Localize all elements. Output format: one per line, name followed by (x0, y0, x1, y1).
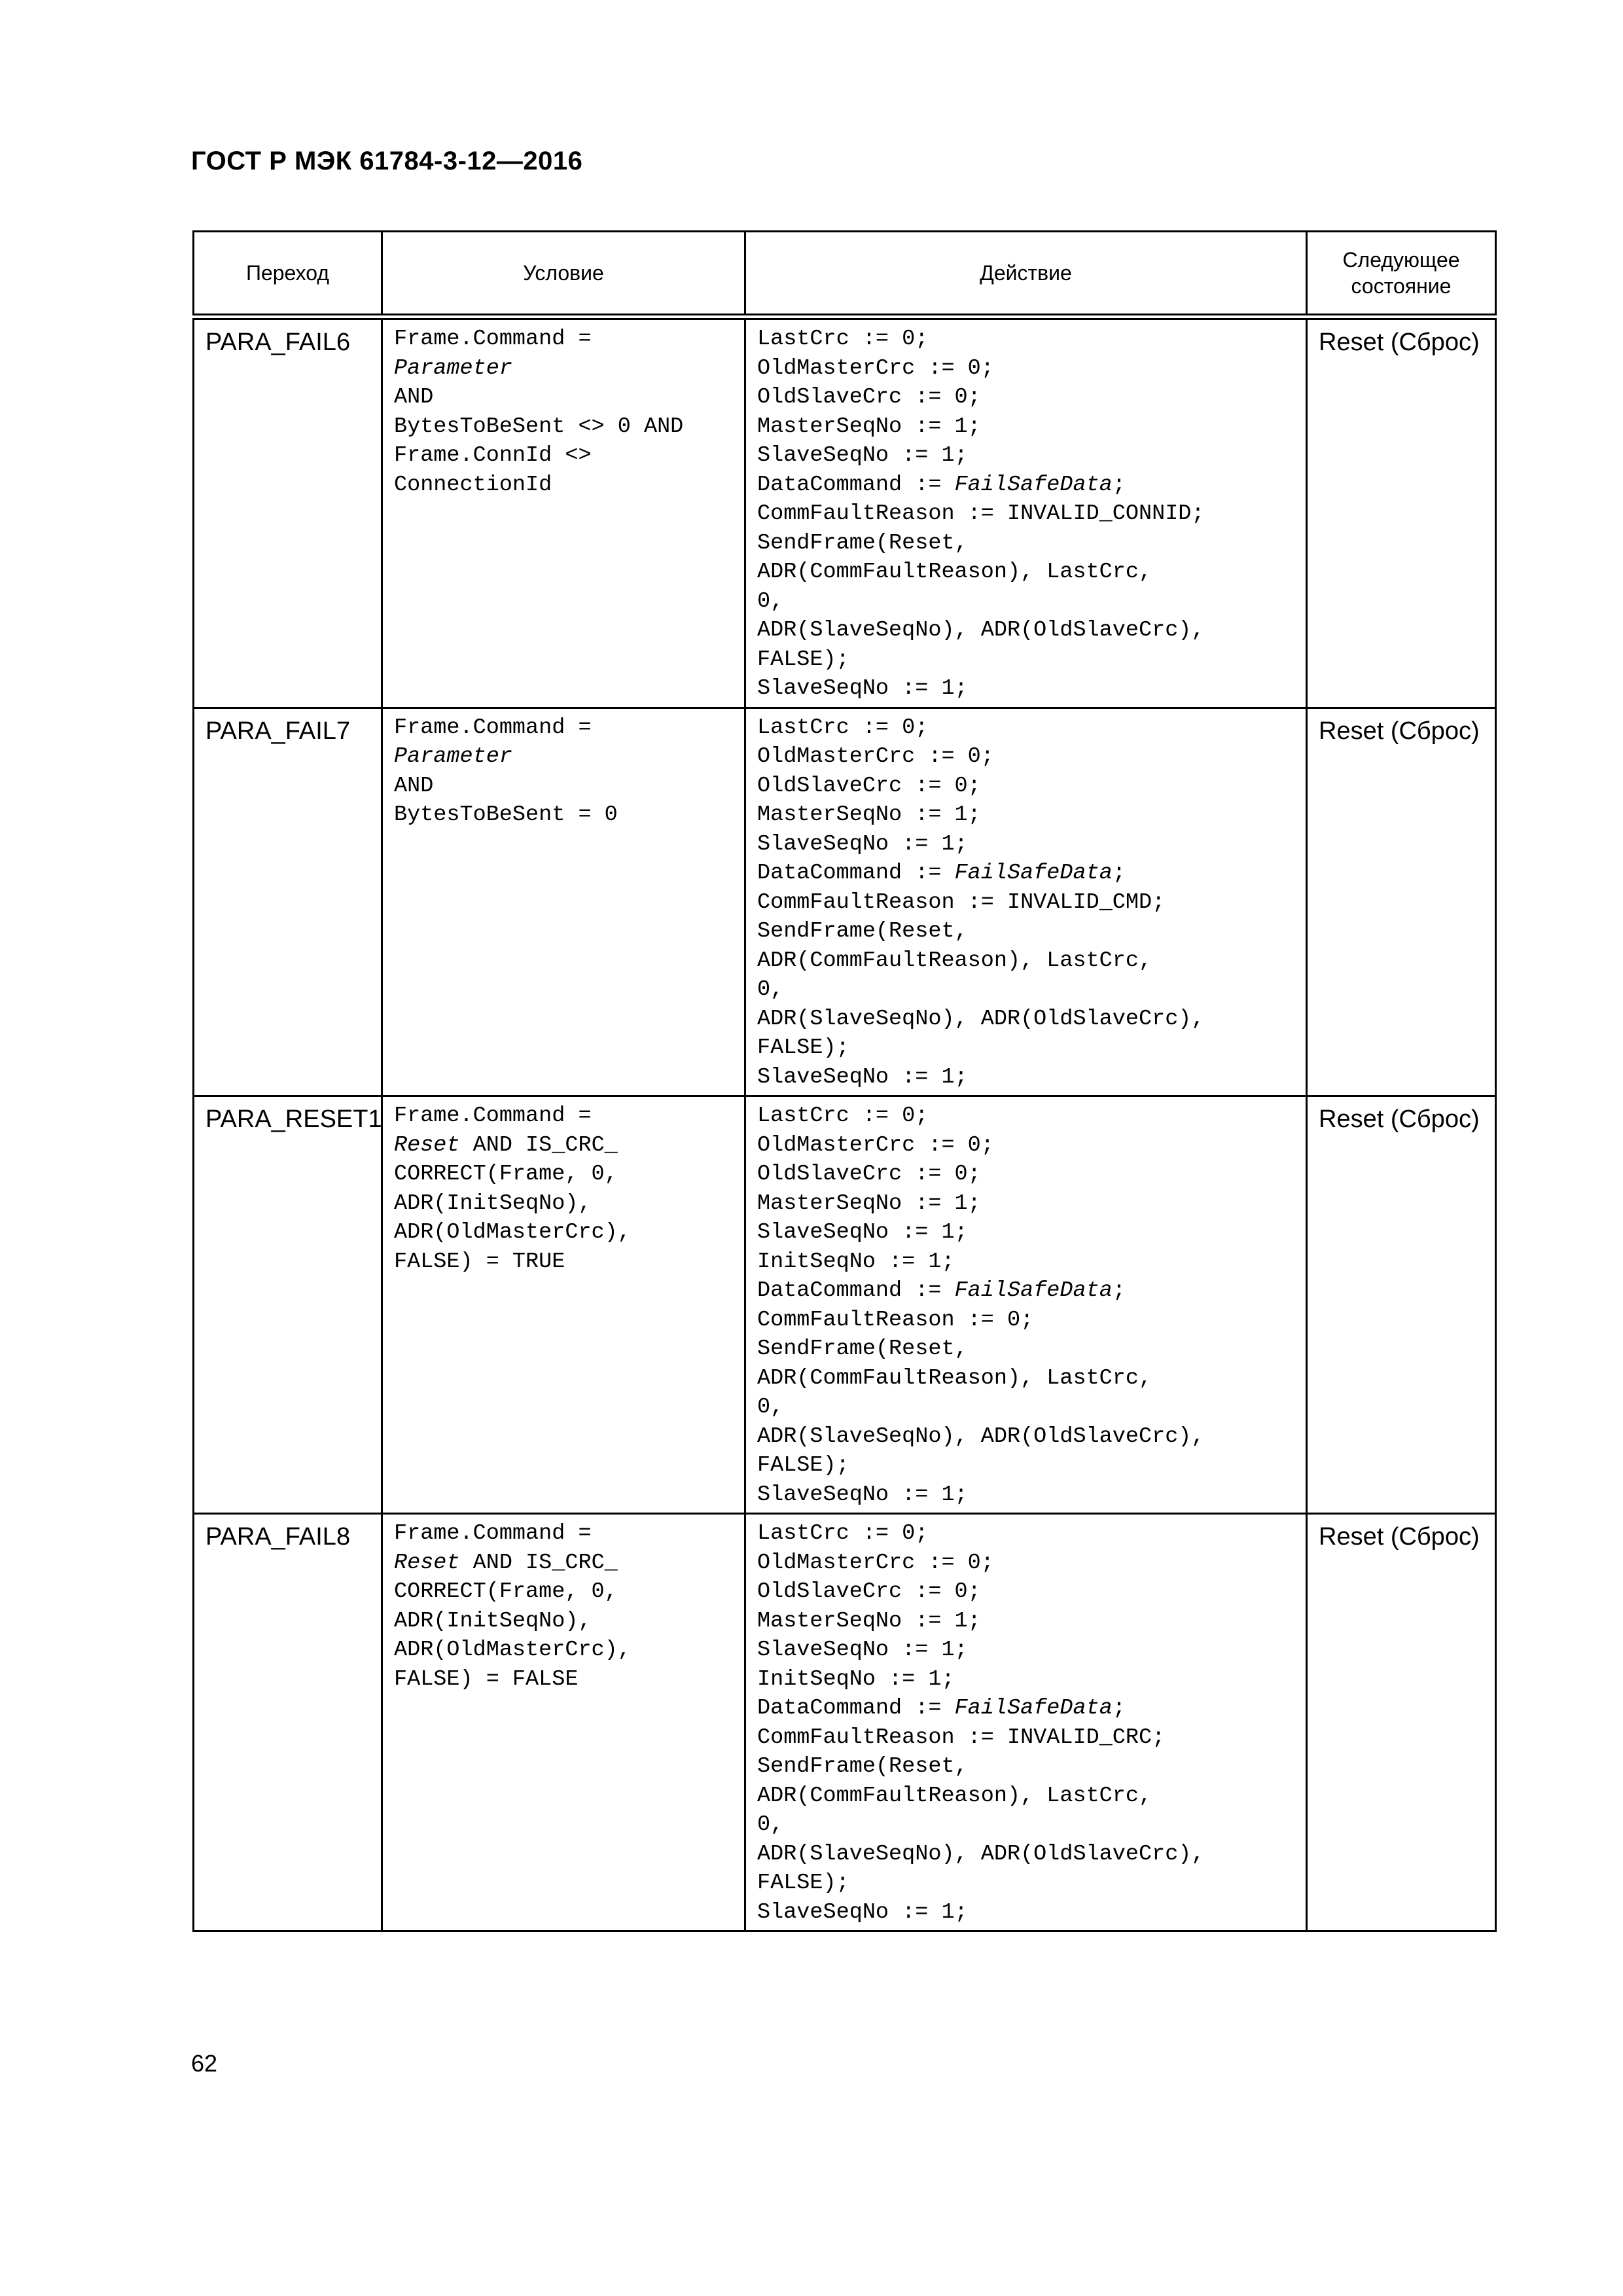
code-line (757, 1102, 1301, 1131)
next-state: Reset (Сброс) (1319, 329, 1480, 356)
code-text: MasterSeqNo := 1; (757, 1608, 981, 1634)
code-line (394, 1160, 740, 1189)
next-state: Reset (Сброс) (1319, 1105, 1480, 1133)
transition-name: PARA_FAIL8 (205, 1523, 351, 1551)
code-text: AND IS_CRC_ (459, 1550, 618, 1575)
code-text: ADR(CommFaultReason), LastCrc, (757, 948, 1152, 973)
code-line (757, 888, 1301, 918)
code-italic-term: FailSafeData (954, 472, 1113, 497)
transition-cell (194, 317, 382, 708)
code-line (394, 1102, 740, 1131)
column-header-condition: Условие (382, 232, 745, 317)
next-state-cell (1307, 708, 1496, 1096)
action-cell (745, 1514, 1307, 1931)
action-code (747, 321, 1305, 706)
code-text: FALSE); (757, 1453, 849, 1478)
condition-code (383, 1515, 743, 1696)
code-line (757, 587, 1301, 617)
code-text: ADR(InitSeqNo), (394, 1608, 592, 1634)
code-italic-term: Parameter (394, 744, 512, 769)
code-text: MasterSeqNo := 1; (757, 414, 981, 439)
code-line (394, 354, 740, 384)
code-line (757, 1840, 1301, 1869)
column-header-transition: Переход (194, 232, 382, 317)
code-text: OldSlaveCrc := 0; (757, 1579, 981, 1604)
code-line (757, 1549, 1301, 1578)
code-text: FALSE); (757, 1035, 849, 1060)
code-text: ADR(SlaveSeqNo), ADR(OldSlaveCrc), (757, 1006, 1205, 1031)
code-line (394, 1636, 740, 1665)
code-line (757, 616, 1301, 645)
code-line (394, 1189, 740, 1219)
code-line (757, 946, 1301, 976)
code-line (757, 471, 1301, 500)
transition-name: PARA_FAIL7 (205, 717, 351, 745)
next-state-cell (1307, 1514, 1496, 1931)
code-line (394, 772, 740, 801)
code-text: ADR(SlaveSeqNo), ADR(OldSlaveCrc), (757, 618, 1205, 643)
table-body (194, 317, 1496, 1931)
code-text: CommFaultReason := INVALID_CONNID; (757, 501, 1205, 526)
code-line (757, 354, 1301, 384)
code-text: BytesToBeSent = 0 (394, 802, 618, 827)
code-text: SlaveSeqNo := 1; (757, 1220, 968, 1245)
code-line (757, 1364, 1301, 1393)
code-line (394, 325, 740, 354)
code-italic-term: Reset (394, 1132, 460, 1158)
code-line (757, 1276, 1301, 1306)
code-text: SlaveSeqNo := 1; (757, 1899, 968, 1925)
code-italic-term: FailSafeData (954, 1278, 1113, 1303)
code-text: ADR(OldMasterCrc), (394, 1638, 631, 1662)
action-cell (745, 317, 1307, 708)
code-text: SendFrame(Reset, (757, 1336, 968, 1361)
code-text: ADR(CommFaultReason), LastCrc, (757, 560, 1152, 584)
code-line (757, 772, 1301, 801)
code-line (757, 1393, 1301, 1422)
code-line (394, 800, 740, 830)
code-line (394, 383, 740, 412)
code-text: ; (1112, 861, 1126, 886)
condition-cell (382, 1514, 745, 1931)
next-state: Reset (Сброс) (1319, 1523, 1480, 1551)
code-line (757, 1422, 1301, 1452)
code-text: CommFaultReason := INVALID_CMD; (757, 889, 1166, 915)
code-text: MasterSeqNo := 1; (757, 1191, 981, 1216)
transition-cell (194, 1096, 382, 1514)
code-text: InitSeqNo := 1; (757, 1249, 955, 1274)
code-text: ; (1112, 472, 1126, 497)
code-line (394, 1577, 740, 1607)
code-line (757, 1636, 1301, 1665)
code-line (394, 1665, 740, 1695)
code-line (757, 412, 1301, 442)
code-line (757, 713, 1301, 743)
code-italic-term: Parameter (394, 355, 512, 381)
code-text: OldSlaveCrc := 0; (757, 385, 981, 410)
code-text: DataCommand := (757, 472, 955, 497)
code-text: SendFrame(Reset, (757, 1754, 968, 1779)
code-line (757, 1005, 1301, 1034)
code-line (757, 1665, 1301, 1695)
code-text: FALSE); (757, 1871, 849, 1895)
code-text: ; (1112, 1696, 1126, 1721)
code-text: FALSE); (757, 647, 849, 672)
code-text: OldMasterCrc := 0; (757, 744, 994, 769)
code-text: Frame.Command = (394, 1521, 592, 1546)
code-line (757, 1869, 1301, 1898)
code-line (394, 441, 740, 471)
code-line (757, 1189, 1301, 1219)
code-text: SlaveSeqNo := 1; (757, 676, 968, 701)
next-state-cell (1307, 317, 1496, 708)
code-text: ConnectionId (394, 472, 552, 497)
document-header: ГОСТ Р МЭК 61784-3-12—2016 (191, 147, 583, 175)
code-text: LastCrc := 0; (757, 327, 929, 351)
code-line (757, 1810, 1301, 1840)
code-text: DataCommand := (757, 1696, 955, 1721)
code-text: OldMasterCrc := 0; (757, 1550, 994, 1575)
code-line (394, 412, 740, 442)
page-number: 62 (191, 2050, 218, 2077)
condition-cell (382, 1096, 745, 1514)
code-line (394, 1607, 740, 1636)
code-text: 0, (757, 588, 784, 614)
code-text: OldSlaveCrc := 0; (757, 1162, 981, 1187)
code-line (757, 1519, 1301, 1549)
code-line (757, 529, 1301, 558)
code-text: SlaveSeqNo := 1; (757, 1482, 968, 1507)
condition-cell (382, 317, 745, 708)
code-text: LastCrc := 0; (757, 715, 929, 740)
code-text: 0, (757, 977, 784, 1002)
transition-name: PARA_FAIL6 (205, 329, 351, 356)
next-state-cell (1307, 1096, 1496, 1514)
code-line (757, 1306, 1301, 1335)
code-text: FALSE) = TRUE (394, 1249, 565, 1274)
action-code (747, 1515, 1305, 1929)
code-line (757, 674, 1301, 704)
code-text: Frame.Command = (394, 327, 592, 351)
code-line (757, 499, 1301, 529)
code-text: SlaveSeqNo := 1; (757, 443, 968, 468)
code-text: Frame.Command = (394, 715, 592, 740)
code-text: LastCrc := 0; (757, 1521, 929, 1546)
code-text: SlaveSeqNo := 1; (757, 1064, 968, 1090)
code-text: DataCommand := (757, 861, 955, 886)
code-line (757, 1723, 1301, 1753)
transition-cell (194, 1514, 382, 1931)
code-line (757, 383, 1301, 412)
code-line (757, 1063, 1301, 1092)
code-text: FALSE) = FALSE (394, 1666, 579, 1692)
condition-code (383, 709, 743, 833)
code-line (757, 1247, 1301, 1277)
transitions-table (192, 230, 1497, 1932)
column-header-next-state: Следующее состояние (1307, 232, 1496, 317)
code-text: CORRECT(Frame, 0, (394, 1579, 618, 1604)
code-line (757, 742, 1301, 772)
action-cell (745, 1096, 1307, 1514)
code-text: SendFrame(Reset, (757, 530, 968, 556)
condition-code (383, 321, 743, 502)
code-text: OldMasterCrc := 0; (757, 355, 994, 381)
code-line (394, 1131, 740, 1160)
transition-cell (194, 708, 382, 1096)
code-line (757, 645, 1301, 675)
code-line (757, 1131, 1301, 1160)
code-line (757, 975, 1301, 1005)
transition-name: PARA_RESET1 (205, 1105, 382, 1133)
code-line (394, 742, 740, 772)
column-header-action: Действие (745, 232, 1307, 317)
code-line (394, 1549, 740, 1578)
action-code (747, 1098, 1305, 1512)
code-line (757, 1218, 1301, 1247)
code-text: SlaveSeqNo := 1; (757, 1638, 968, 1662)
code-line (757, 1577, 1301, 1607)
code-line (757, 1160, 1301, 1189)
code-line (757, 1782, 1301, 1811)
code-text: LastCrc := 0; (757, 1103, 929, 1128)
code-line (757, 1480, 1301, 1510)
code-text: ADR(CommFaultReason), LastCrc, (757, 1365, 1152, 1391)
code-line (757, 1033, 1301, 1063)
code-text: ADR(OldMasterCrc), (394, 1220, 631, 1245)
code-text: OldSlaveCrc := 0; (757, 773, 981, 798)
table-row (194, 1096, 1496, 1514)
action-cell (745, 708, 1307, 1096)
code-text: SendFrame(Reset, (757, 919, 968, 944)
code-text: ADR(SlaveSeqNo), ADR(OldSlaveCrc), (757, 1424, 1205, 1449)
code-line (757, 558, 1301, 587)
code-italic-term: FailSafeData (954, 1696, 1113, 1721)
code-line (757, 800, 1301, 830)
table-row (194, 1514, 1496, 1931)
table-header-row (194, 232, 1496, 317)
next-state: Reset (Сброс) (1319, 717, 1480, 745)
code-text: AND (394, 773, 434, 798)
code-line (757, 1898, 1301, 1928)
code-text: MasterSeqNo := 1; (757, 802, 981, 827)
code-text: BytesToBeSent <> 0 AND (394, 414, 684, 439)
code-line (757, 1451, 1301, 1480)
code-text: CommFaultReason := INVALID_CRC; (757, 1725, 1166, 1750)
code-line (757, 441, 1301, 471)
condition-cell (382, 708, 745, 1096)
code-line (757, 1694, 1301, 1723)
code-italic-term: FailSafeData (954, 861, 1113, 886)
code-text: 0, (757, 1812, 784, 1837)
code-line (757, 325, 1301, 354)
table-row (194, 317, 1496, 708)
code-line (757, 1607, 1301, 1636)
code-text: DataCommand := (757, 1278, 955, 1303)
code-line (394, 1519, 740, 1549)
code-line (394, 1247, 740, 1277)
code-line (394, 713, 740, 743)
code-text: Frame.ConnId <> (394, 443, 592, 468)
code-text: ADR(SlaveSeqNo), ADR(OldSlaveCrc), (757, 1841, 1205, 1867)
code-line (757, 830, 1301, 859)
action-code (747, 709, 1305, 1095)
code-text: CORRECT(Frame, 0, (394, 1162, 618, 1187)
code-text: ; (1112, 1278, 1126, 1303)
code-line (757, 917, 1301, 946)
code-text: CommFaultReason := 0; (757, 1307, 1034, 1333)
code-text: AND (394, 385, 434, 410)
code-italic-term: Reset (394, 1550, 460, 1575)
code-text: AND IS_CRC_ (459, 1132, 618, 1158)
code-text: ADR(CommFaultReason), LastCrc, (757, 1783, 1152, 1808)
code-text: ADR(InitSeqNo), (394, 1191, 592, 1216)
code-text: InitSeqNo := 1; (757, 1666, 955, 1692)
condition-code (383, 1098, 743, 1279)
code-text: OldMasterCrc := 0; (757, 1132, 994, 1158)
code-line (757, 859, 1301, 888)
code-text: Frame.Command = (394, 1103, 592, 1128)
code-text: 0, (757, 1395, 784, 1420)
code-line (394, 1218, 740, 1247)
table-row (194, 708, 1496, 1096)
code-line (757, 1335, 1301, 1364)
code-text: SlaveSeqNo := 1; (757, 831, 968, 857)
code-line (394, 471, 740, 500)
code-line (757, 1752, 1301, 1782)
